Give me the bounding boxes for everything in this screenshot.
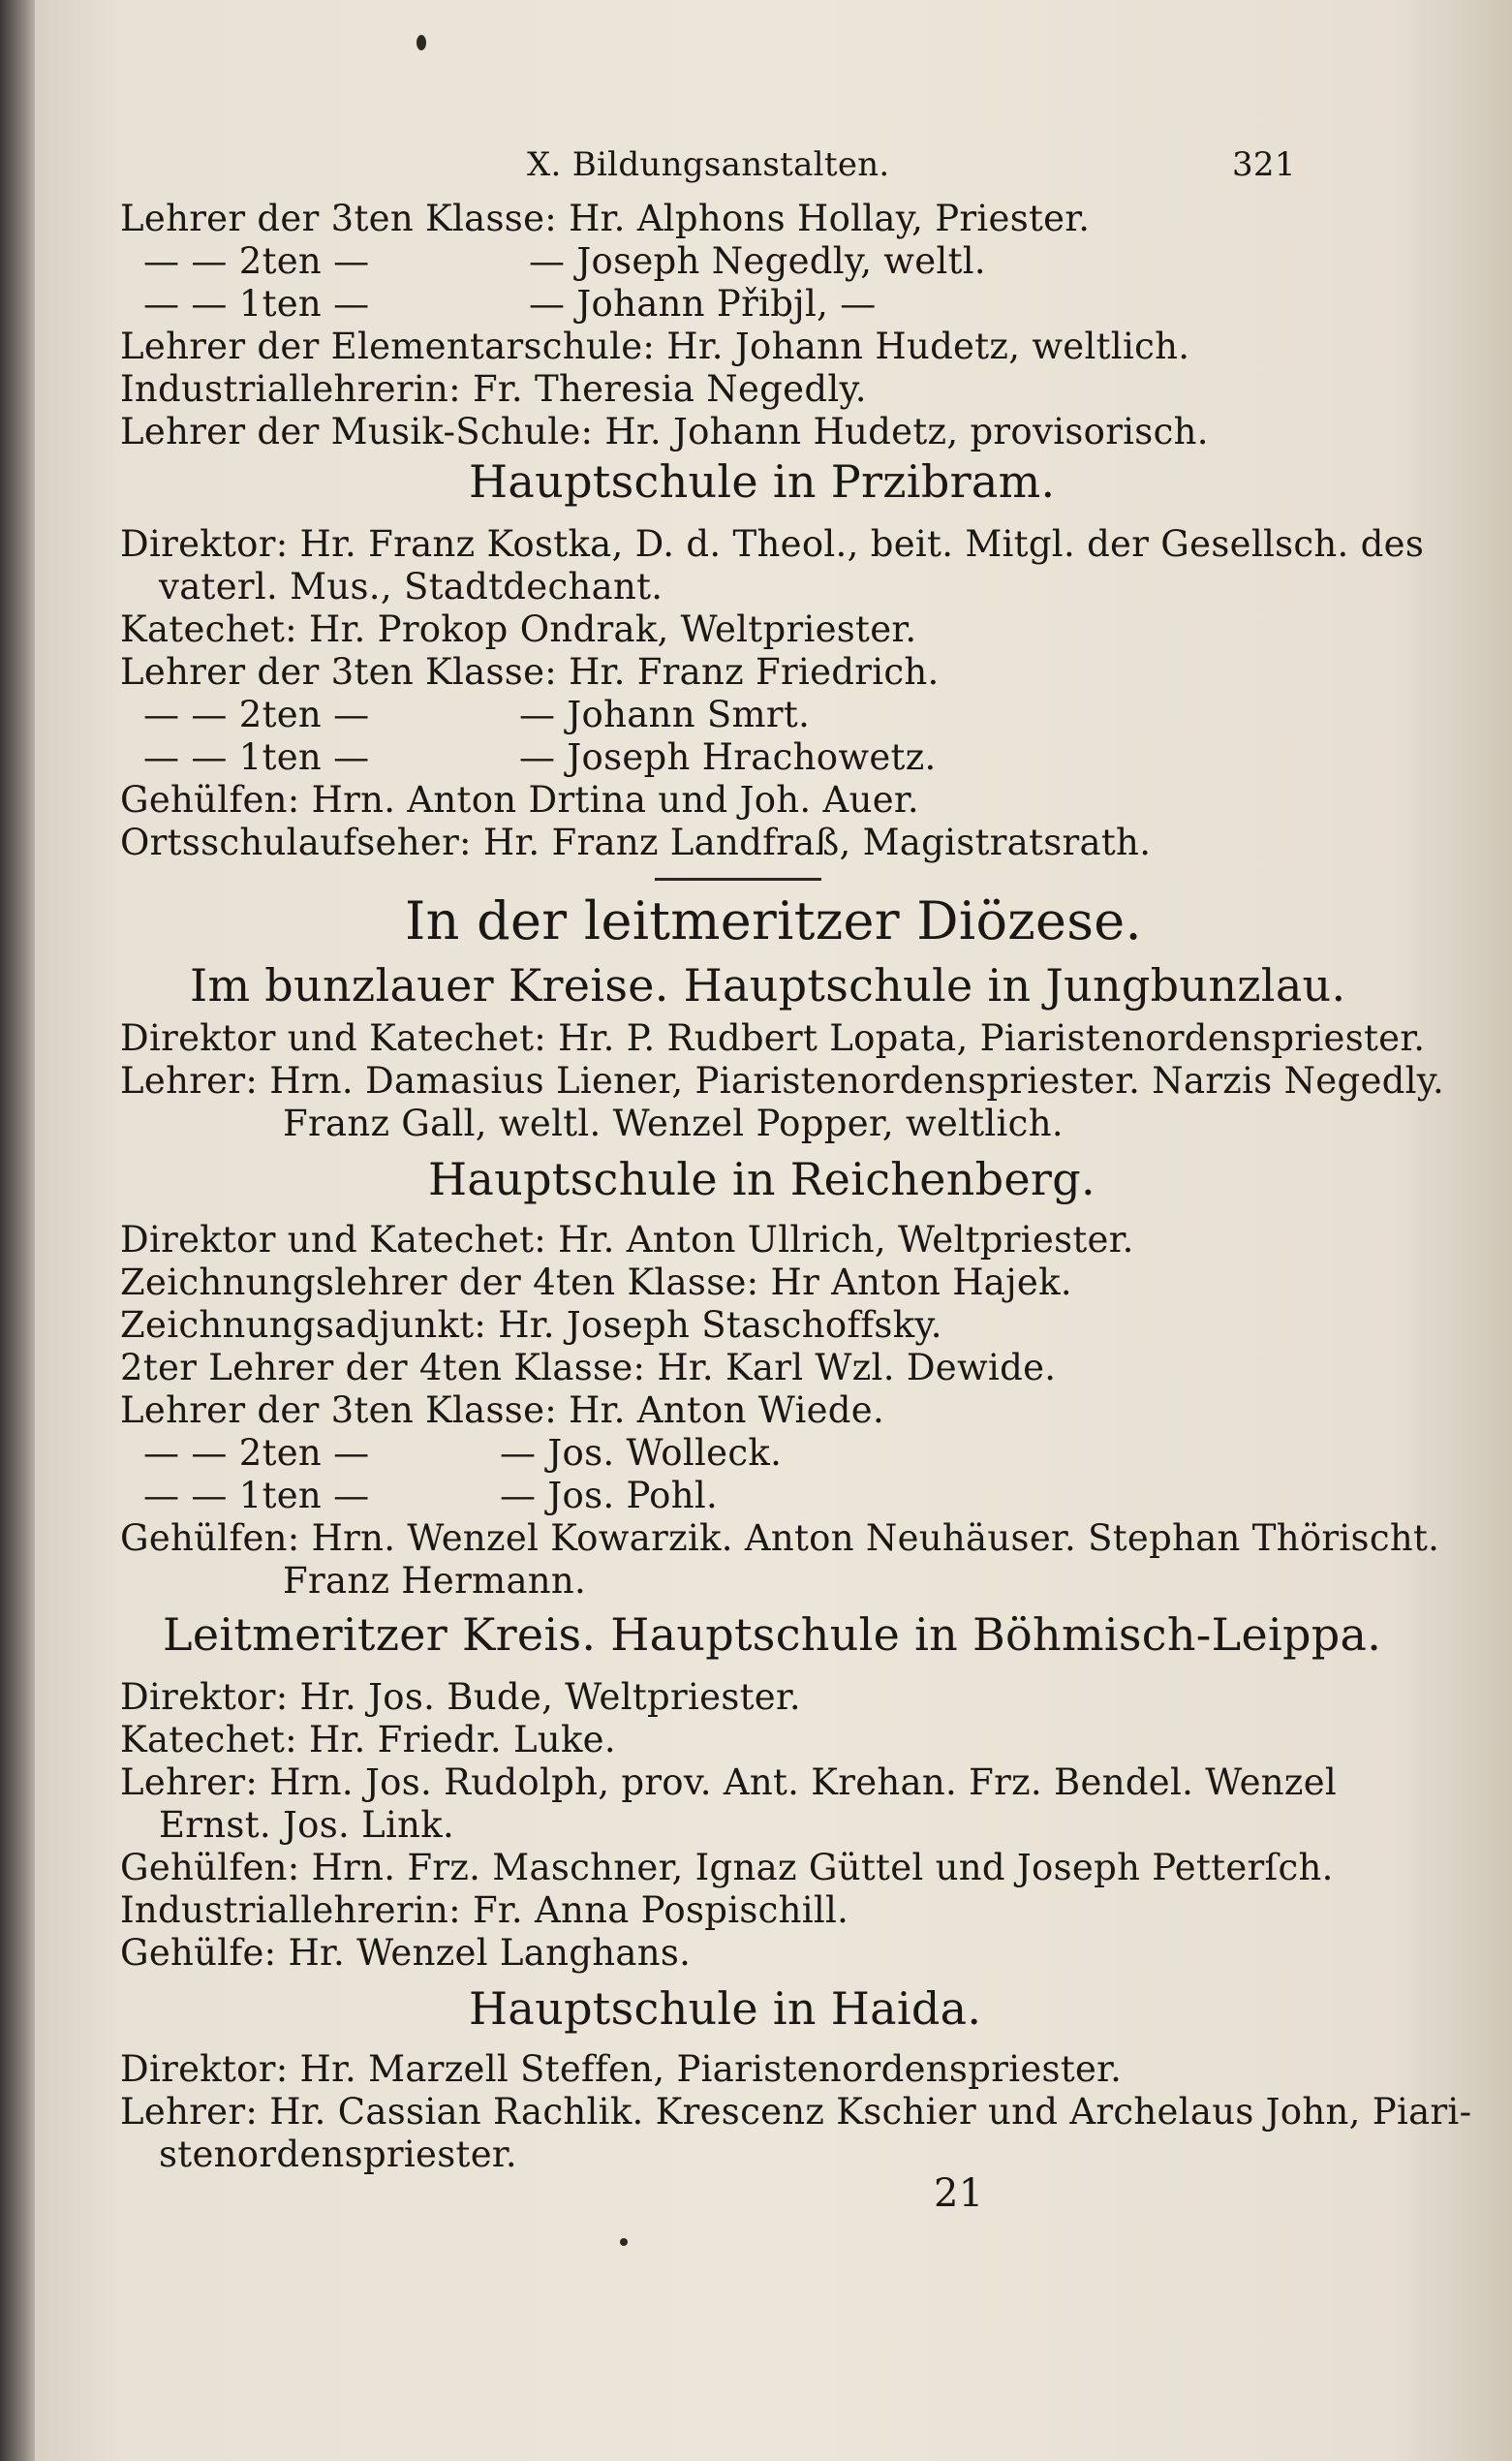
- section-divider: [655, 878, 821, 881]
- text-line: Direktor: Hr. Jos. Bude, Weltpriester.: [120, 1676, 801, 1718]
- text-line: Lehrer der 3ten Klasse: Hr. Alphons Hollay, Priester.: [120, 198, 1091, 239]
- text-line: Gehülfen: Hrn. Wenzel Kowarzik. Anton Neuhäuser. Stephan Thörischt.: [120, 1517, 1440, 1559]
- text-line: Franz Gall, weltl. Wenzel Popper, weltlich.: [283, 1103, 1064, 1144]
- text-line: Lehrer der 3ten Klasse: Hr. Anton Wiede.: [120, 1389, 885, 1431]
- text-line: — Johann Přibjl, —: [529, 283, 877, 325]
- text-line: Industriallehrerin: Fr. Theresia Negedly.: [120, 368, 867, 410]
- running-header-title: X. Bildungsanstalten.: [527, 145, 890, 184]
- text-line: — — 1ten —: [143, 736, 370, 778]
- text-line: Zeichnungsadjunkt: Hr. Joseph Staschoffsky.: [120, 1304, 942, 1346]
- text-line: vaterl. Mus., Stadtdechant.: [159, 566, 663, 607]
- section-heading: Hauptschule in Haida.: [469, 1982, 982, 2035]
- district-heading: Leitmeritzer Kreis. Hauptschule in Böhmisch-Leippa.: [163, 1608, 1382, 1661]
- text-line: Direktor: Hr. Franz Kostka, D. d. Theol., beit. Mitgl. der Gesellsch. des: [120, 523, 1425, 565]
- text-line: — — 2ten —: [143, 1432, 370, 1474]
- text-line: Lehrer: Hr. Cassian Rachlik. Krescenz Kschier und Archelaus John, Piari-: [120, 2091, 1472, 2133]
- text-line: 2ter Lehrer der 4ten Klasse: Hr. Karl Wzl. Dewide.: [120, 1347, 1057, 1388]
- text-line: Direktor und Katechet: Hr. P. Rudbert Lopata, Piaristenordenspriester.: [120, 1017, 1426, 1059]
- text-line: Franz Hermann.: [283, 1560, 587, 1602]
- text-line: Direktor: Hr. Marzell Steffen, Piaristenordenspriester.: [120, 2048, 1123, 2090]
- text-line: Gehülfe: Hr. Wenzel Langhans.: [120, 1932, 692, 1974]
- text-line: Ernst. Jos. Link.: [159, 1804, 455, 1846]
- text-line: Gehülfen: Hrn. Frz. Maschner, Ignaz Güttel und Joseph Petterſch.: [120, 1847, 1334, 1888]
- text-line: Katechet: Hr. Prokop Ondrak, Weltpriester.: [120, 608, 917, 650]
- signature-mark: 21: [934, 2171, 984, 2216]
- text-line: — — 1ten —: [143, 283, 370, 325]
- text-line: Lehrer: Hrn. Damasius Liener, Piaristenordenspriester. Narzis Negedly.: [120, 1060, 1445, 1102]
- scan-binding-edge: [0, 0, 35, 2461]
- section-heading: Hauptschule in Reichenberg.: [428, 1153, 1095, 1205]
- text-line: Lehrer der Elementarschule: Hr. Johann Hudetz, weltlich.: [120, 326, 1190, 367]
- text-line: Ortsschulaufseher: Hr. Franz Landfraß, Magistratsrath.: [120, 822, 1152, 863]
- book-page: [35, 0, 1512, 2461]
- diocese-heading: In der leitmeritzer Diözese.: [405, 890, 1143, 951]
- text-line: Lehrer der 3ten Klasse: Hr. Franz Friedrich.: [120, 651, 940, 693]
- text-line: Zeichnungslehrer der 4ten Klasse: Hr Anton Hajek.: [120, 1262, 1072, 1303]
- text-line: — Joseph Negedly, weltl.: [529, 240, 986, 282]
- text-line: — Jos. Wolleck.: [500, 1432, 783, 1474]
- text-line: Industriallehrerin: Fr. Anna Pospischill.: [120, 1889, 849, 1931]
- page-number: 321: [1232, 145, 1296, 184]
- text-line: — Jos. Pohl.: [500, 1475, 719, 1516]
- text-line: Katechet: Hr. Friedr. Luke.: [120, 1719, 616, 1760]
- text-line: — — 2ten —: [143, 694, 370, 735]
- text-line: — Joseph Hrachowetz.: [519, 736, 937, 778]
- text-line: Lehrer: Hrn. Jos. Rudolph, prov. Ant. Krehan. Frz. Bendel. Wenzel: [120, 1761, 1338, 1803]
- text-line: Direktor und Katechet: Hr. Anton Ullrich, Weltpriester.: [120, 1219, 1134, 1261]
- text-line: Gehülfen: Hrn. Anton Drtina und Joh. Auer.: [120, 779, 919, 821]
- district-heading: Im bunzlauer Kreise. Hauptschule in Jungbunzlau.: [190, 959, 1346, 1012]
- ink-speck: [620, 2238, 628, 2246]
- ink-speck: [417, 35, 426, 50]
- section-heading: Hauptschule in Przibram.: [469, 455, 1056, 508]
- text-line: — Johann Smrt.: [519, 694, 811, 735]
- text-line: stenordenspriester.: [159, 2134, 517, 2175]
- text-line: — — 1ten —: [143, 1475, 370, 1516]
- text-line: — — 2ten —: [143, 240, 370, 282]
- text-line: Lehrer der Musik-Schule: Hr. Johann Hudetz, provisorisch.: [120, 411, 1209, 452]
